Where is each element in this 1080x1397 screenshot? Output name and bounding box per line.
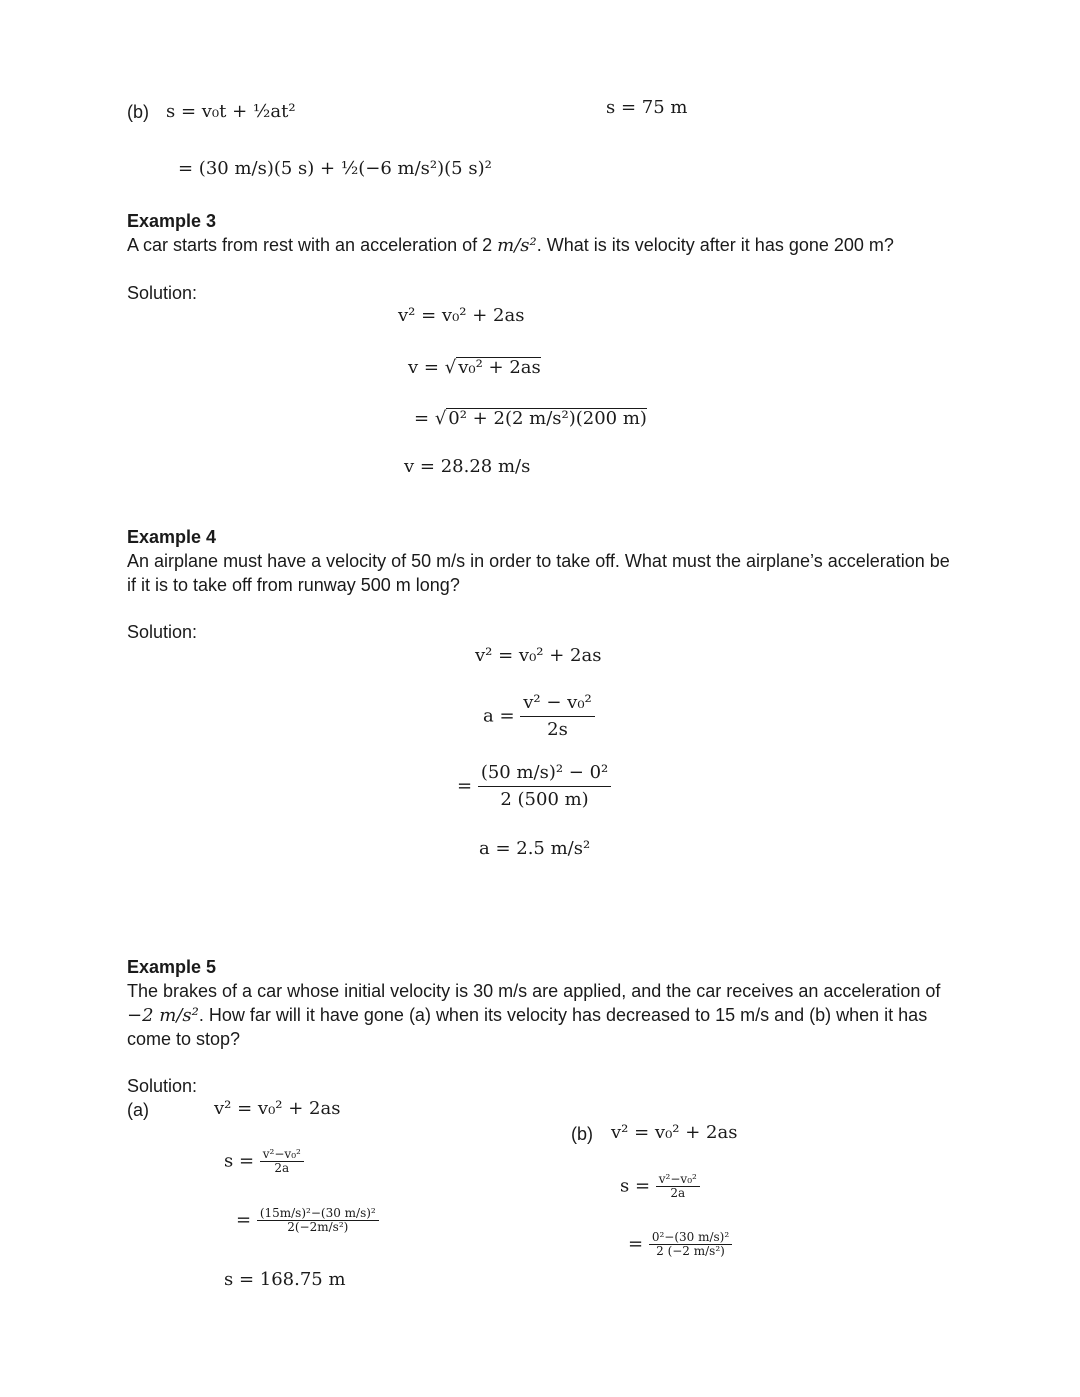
part-b-equation-2: = (30 m/s)(5 s) + ½(−6 m/s²)(5 s)²: [178, 158, 492, 179]
example-5b-eq3-lhs: =: [628, 1233, 649, 1255]
example-3-eq3-lhs: =: [414, 408, 435, 429]
example-4-eq3-lhs: =: [457, 775, 478, 797]
example-3-eq2-lhs: v =: [408, 357, 445, 378]
example-4-eq3-denominator: 2 (500 m): [500, 789, 589, 810]
example-5-title: Example 5: [127, 957, 217, 977]
example-3-equation-1: v² = v₀² + 2as: [398, 305, 525, 326]
example-4-answer: a = 2.5 m/s²: [479, 838, 591, 859]
example-3-problem-unit: m/s²: [497, 235, 537, 256]
example-5-problem-line-2-text: . How far will it have gone (a) when its velocity has decreased to 15 m/s and (b) when it has: [198, 1005, 928, 1025]
example-5b-eq2-fraction: [656, 1173, 700, 1200]
example-5a-eq3-lhs: =: [236, 1209, 257, 1231]
example-5a-eq2-lhs: s =: [224, 1150, 260, 1172]
example-4-equation-1: v² = v₀² + 2as: [475, 645, 602, 666]
example-5a-equation-1: v² = v₀² + 2as: [214, 1098, 341, 1119]
example-5a-eq3-numerator: (15m/s)²−(30 m/s)²: [257, 1207, 379, 1221]
example-5-part-b-label: (b): [571, 1124, 593, 1144]
example-4-equation-2: [483, 690, 595, 743]
example-5a-eq2-denominator: 2a: [274, 1161, 290, 1175]
example-5-problem-line-2: [127, 1003, 927, 1028]
example-5-part-a-label: (a): [127, 1100, 149, 1120]
example-4-equation-3: [457, 760, 611, 813]
example-3-equation-2: v = √ v₀² + 2as: [408, 357, 541, 378]
example-5b-eq3-numerator: 0²−(30 m/s)²: [649, 1231, 732, 1245]
example-5b-eq2-lhs: s =: [620, 1175, 656, 1197]
part-b-label: (b): [127, 102, 149, 122]
example-5a-answer: s = 168.75 m: [224, 1269, 346, 1290]
example-3-eq3-radicand: 0² + 2(2 m/s²)(200 m): [448, 408, 647, 429]
example-5a-equation-2: [224, 1148, 304, 1175]
example-4-eq2-fraction: [520, 690, 595, 743]
example-5b-equation-2: [620, 1173, 700, 1200]
example-3-eq2-radicand: v₀² + 2as: [458, 357, 541, 378]
example-3-solution-label: Solution:: [127, 283, 198, 303]
example-5b-eq3-fraction: [649, 1231, 732, 1258]
example-5a-eq3-denominator: 2(−2m/s²): [287, 1220, 349, 1234]
example-5b-eq2-denominator: 2a: [670, 1186, 686, 1200]
example-4-eq2-numerator: v² − v₀²: [520, 690, 595, 717]
example-4-eq2-denominator: 2s: [547, 719, 568, 740]
example-3-title: Example 3: [127, 211, 217, 231]
example-5b-equation-3: [628, 1231, 732, 1258]
example-4-eq3-numerator: (50 m/s)² − 0²: [478, 760, 611, 787]
example-3-problem-text-b: . What is its velocity after it has gone 200 m?: [536, 235, 894, 255]
example-3-equation-3: = √ 0² + 2(2 m/s²)(200 m): [414, 408, 647, 429]
example-4-title: Example 4: [127, 527, 217, 547]
example-5-solution-label: Solution:: [127, 1076, 198, 1096]
example-5-problem-line-3: come to stop?: [127, 1029, 241, 1049]
example-3-problem: [127, 233, 894, 258]
part-b-result: s = 75 m: [606, 97, 688, 118]
example-5a-eq2-fraction: [260, 1148, 304, 1175]
example-5-problem-unit: −2 m/s²: [127, 1005, 199, 1026]
example-5a-equation-3: [236, 1207, 379, 1234]
example-5a-eq2-numerator: v²−v₀²: [260, 1148, 304, 1162]
example-5b-eq2-numerator: v²−v₀²: [656, 1173, 700, 1187]
part-b-equation-1: s = v₀t + ½at²: [166, 101, 296, 122]
example-5b-equation-1: v² = v₀² + 2as: [611, 1122, 738, 1143]
example-3-answer: v = 28.28 m/s: [404, 456, 531, 477]
example-4-solution-label: Solution:: [127, 622, 198, 642]
example-5-problem-line-1: The brakes of a car whose initial velocity is 30 m/s are applied, and the car receives an acceleration of: [127, 981, 941, 1001]
example-4-eq2-lhs: a =: [483, 705, 521, 727]
example-4-problem-line-1: An airplane must have a velocity of 50 m/s in order to take off. What must the airplane’s acceleration be: [127, 551, 950, 571]
example-5b-eq3-denominator: 2 (−2 m/s²): [656, 1244, 725, 1258]
example-4-eq3-fraction: [478, 760, 611, 813]
example-3-problem-text-a: A car starts from rest with an acceleration of 2: [127, 235, 498, 255]
example-4-problem-line-2: if it is to take off from runway 500 m long?: [127, 575, 460, 595]
example-5a-eq3-fraction: [257, 1207, 379, 1234]
